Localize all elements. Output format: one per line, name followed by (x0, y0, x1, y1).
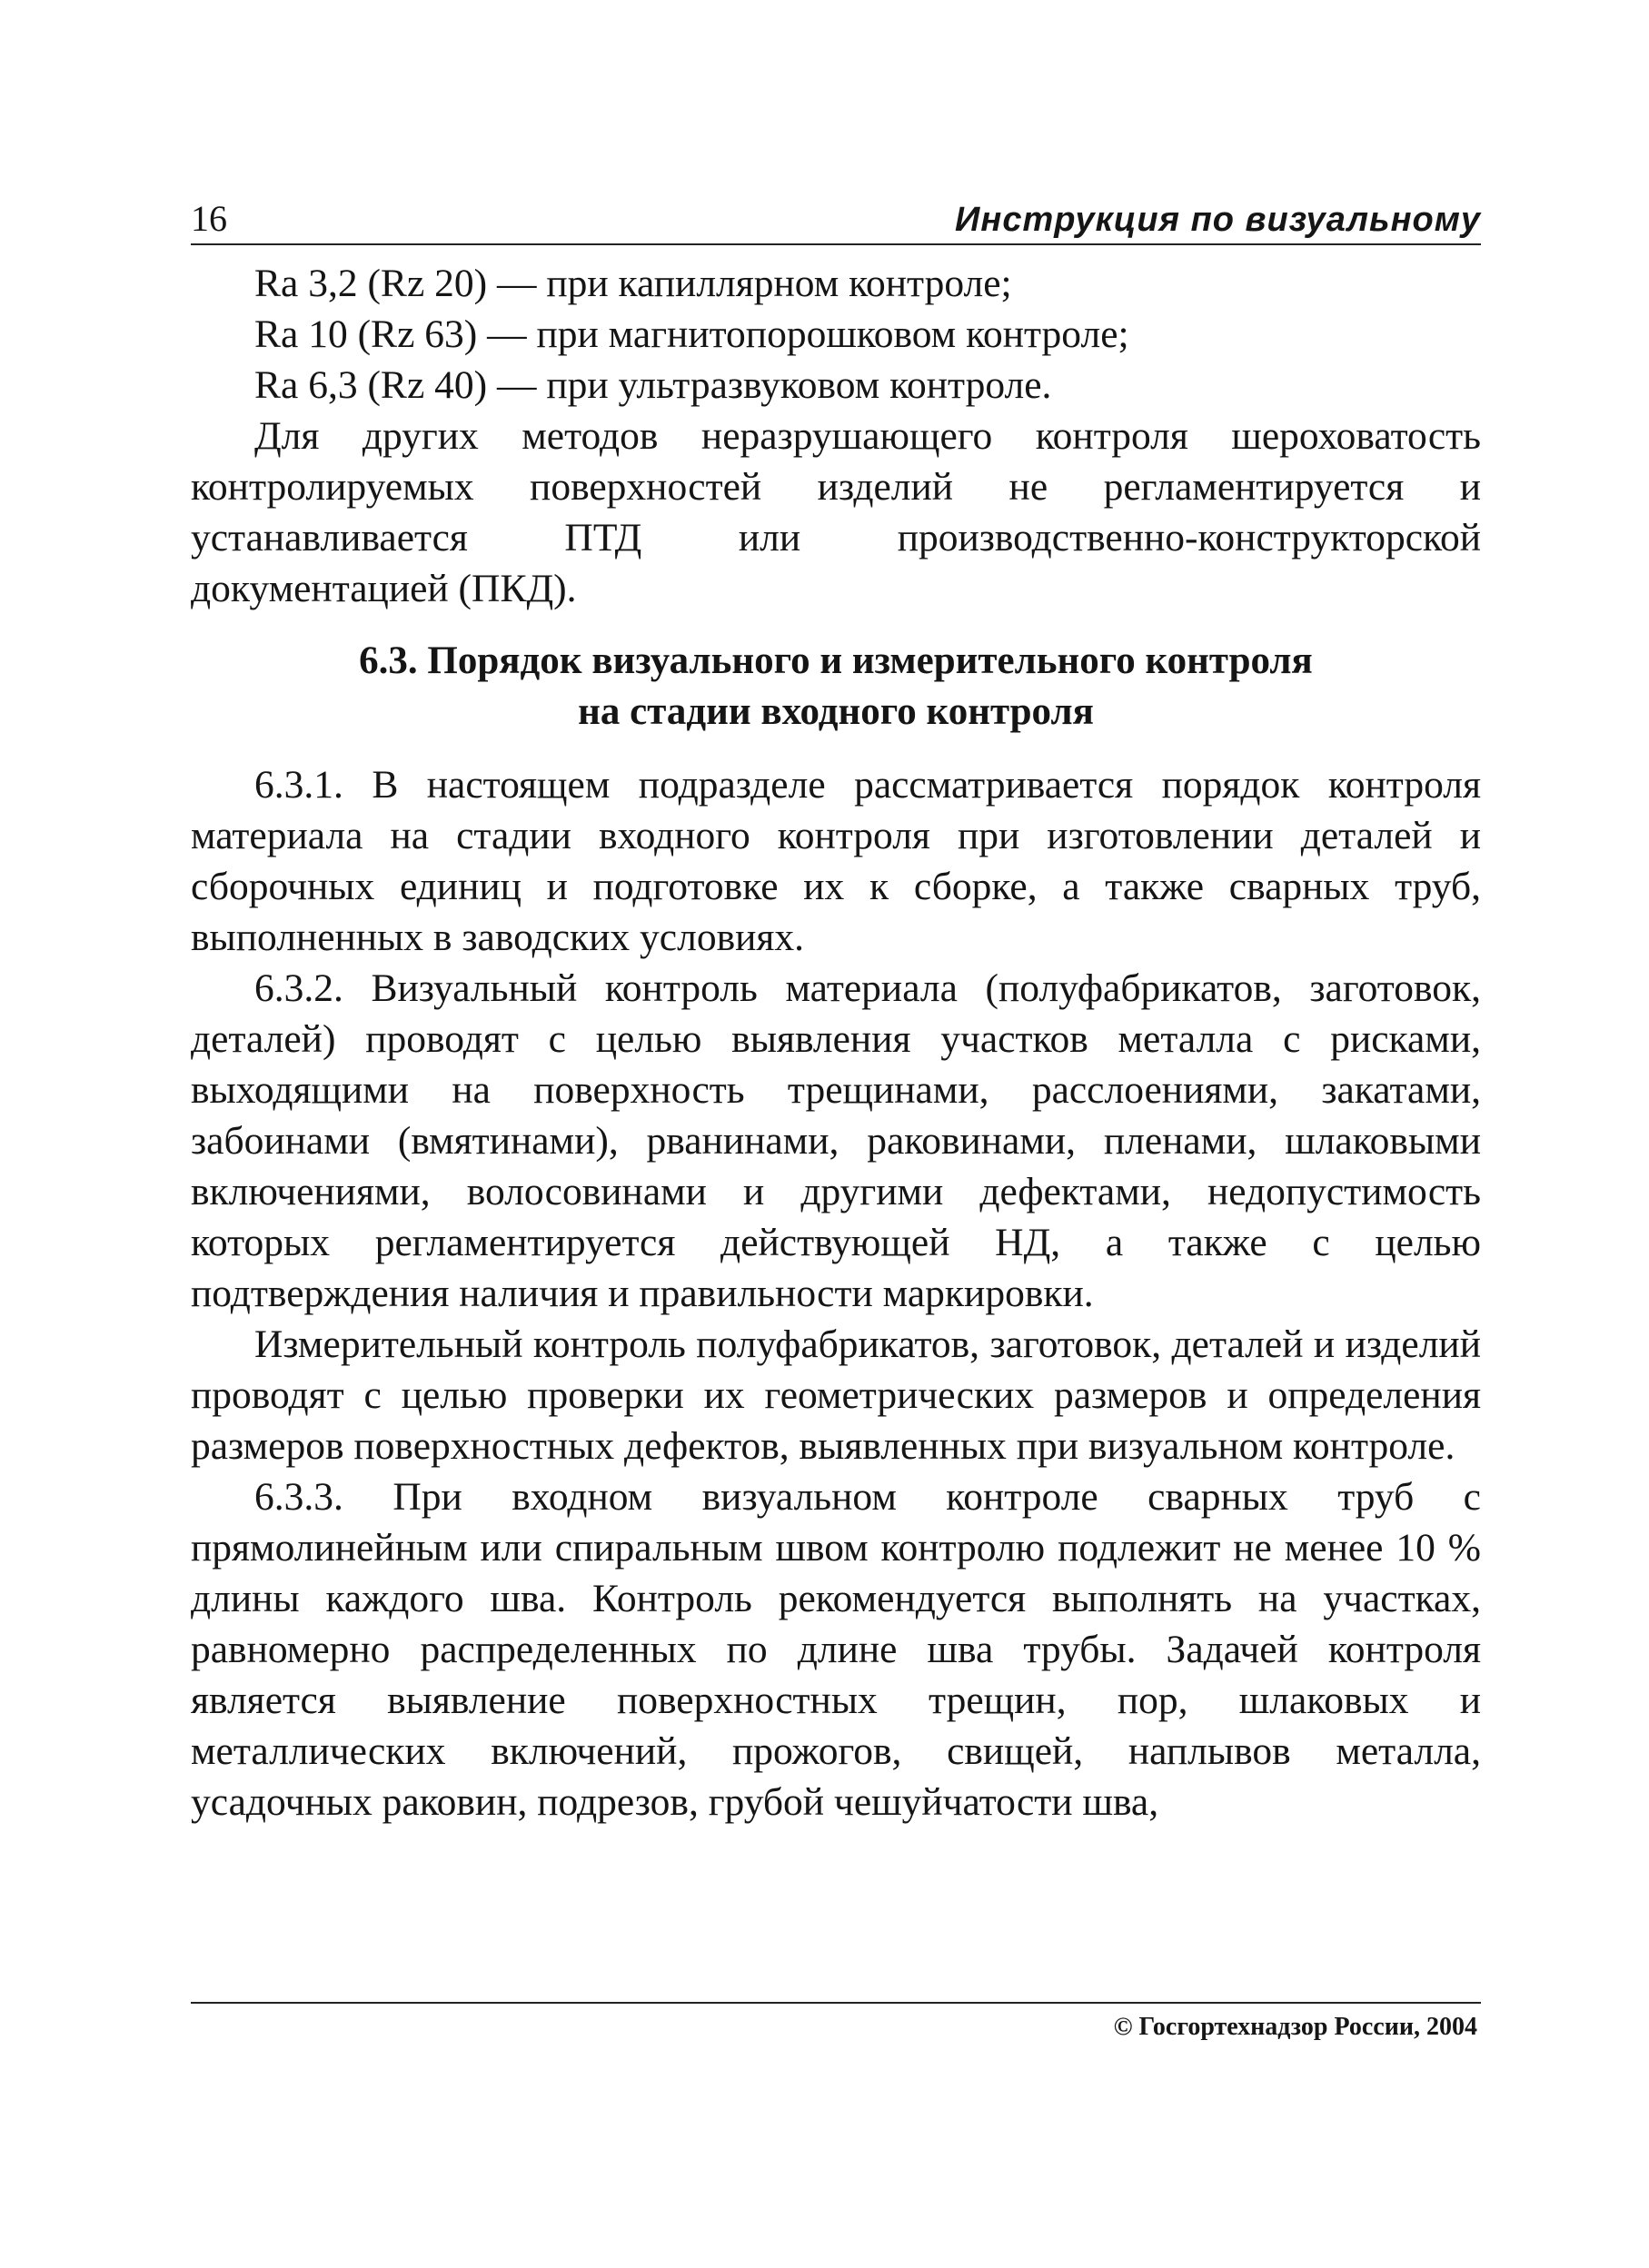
section-heading-line-1: 6.3. Порядок визуального и измерительного контроля (359, 639, 1313, 682)
paragraph-6-3-3: 6.3.3. При входном визуальном контроле сварных труб с прямолинейным или спиральным швом контролю подлежит не менее 10 % длины каждого шва. Контроль рекомендуется выполнять на участках, равномерно распределенных по длине шва трубы. Задачей контроля является выявление поверхностных трещин, пор, шлаковых и металлических включений, прожогов, свищей, наплывов металла, усадочных раковин, подрезов, грубой чешуйчатости шва, (191, 1475, 1481, 1824)
paragraph-6-3-1: 6.3.1. В настоящем подразделе рассматривается порядок контроля материала на стадии входного контроля при изготовлении деталей и сборочных единиц и подготовке их к сборке, а также сварных труб, выполненных в заводских условиях. (191, 763, 1481, 959)
paragraph-measuring-control: Измерительный контроль полуфабрикатов, заготовок, деталей и изделий проводят с целью проверки их геометрических размеров и определения размеров поверхностных дефектов, выявленных при визуальном контроле. (191, 1322, 1481, 1468)
running-header-title: Инструкция по визуальному (955, 201, 1481, 239)
document-page (191, 182, 1481, 2089)
page-body (191, 258, 1481, 1827)
roughness-line-capillary: Ra 3,2 (Rz 20) — при капиллярном контроле; (254, 262, 1012, 305)
section-heading-line-2: на стадии входного контроля (578, 690, 1094, 733)
section-heading-6-3 (191, 636, 1481, 738)
roughness-line-ultrasonic: Ra 6,3 (Rz 40) — при ультразвуковом контроле. (254, 363, 1052, 407)
footer-copyright: © Госгортехнадзор России, 2004 (1113, 2013, 1477, 2041)
paragraph-other-methods: Для других методов неразрушающего контроля шероховатость контролируемых поверхностей изделий не регламентируется и устанавливается ПТД или производственно-конструкторской документацией (ПКД). (191, 414, 1481, 610)
page-number: 16 (191, 198, 227, 239)
roughness-line-magnetic: Ra 10 (Rz 63) — при магнитопорошковом контроле; (254, 312, 1129, 356)
paragraph-6-3-2: 6.3.2. Визуальный контроль материала (полуфабрикатов, заготовок, деталей) проводят с целью выявления участков металла с рисками, выходящими на поверхность трещинами, расслоениями, закатами, забоинами (вмятинами), рванинами, раковинами, пленами, шлаковыми включениями, волосовинами и другими дефектами, недопустимость которых регламентируется действующей НД, а также с целью подтверждения наличия и правильности маркировки. (191, 966, 1481, 1315)
footer-rule (191, 2002, 1481, 2004)
running-header (191, 193, 1481, 245)
